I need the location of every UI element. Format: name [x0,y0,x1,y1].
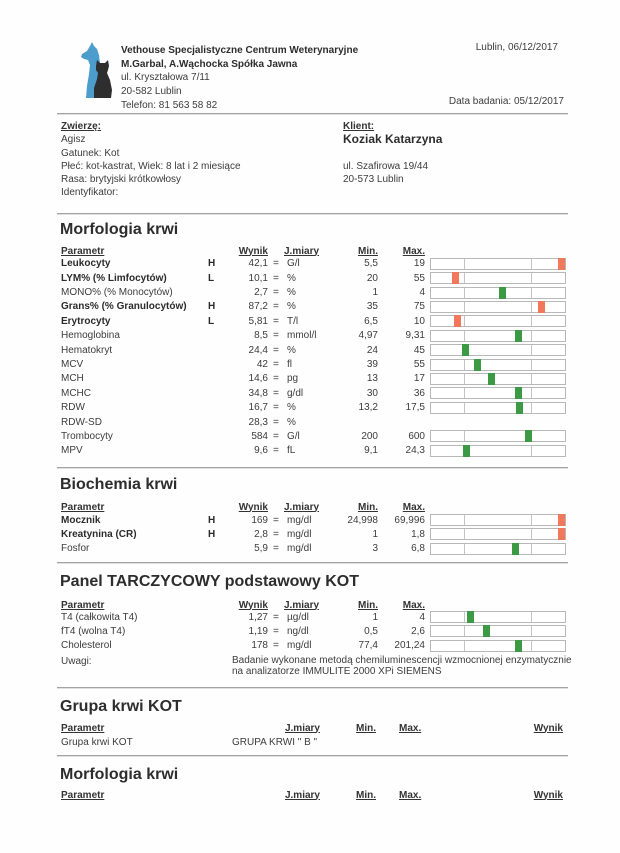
column-header-min: Min. [356,722,376,734]
column-header-unit: J.miary [284,599,320,611]
result-marker [467,611,474,623]
unit: mg/dl [287,514,312,526]
result-value: 14,6 [248,373,268,385]
remarks-label: Uwagi: [61,656,92,667]
result-value: 1,27 [248,611,268,623]
equals-sign: = [273,416,279,428]
result-value: 8,5 [254,330,268,342]
section-title-biochemistry: Biochemia krwi [60,476,178,493]
range-divider-min [464,316,465,326]
unit: % [287,287,296,299]
parameter-name: Cholesterol [61,640,112,652]
min-value: 24 [366,344,378,356]
max-value: 55 [413,272,425,284]
parameter-name: Kreatynina (CR) [61,528,137,540]
result-marker [558,514,565,526]
clinic-logo-icon [80,42,114,102]
result-value: 5,9 [254,543,268,555]
min-value: 13 [366,373,378,385]
range-divider-min [464,388,465,398]
range-divider-max [531,403,532,413]
range-divider-min [464,273,465,283]
animal-sex-age: Płeć: kot-kastrat, Wiek: 8 lat i 2 miesiące [61,160,241,172]
table-row [0,344,620,358]
result-marker [516,402,523,414]
unit: mmol/l [287,330,317,342]
result-marker [515,387,522,399]
parameter-name: Grupa krwi KOT [61,736,133,748]
range-divider-max [531,612,532,622]
divider [57,467,568,468]
range-bar [430,344,566,356]
result-marker [499,287,506,299]
min-value: 0,5 [364,625,378,637]
range-divider-max [531,544,532,554]
max-value: 4 [419,287,425,299]
parameter-name: MPV [61,445,83,457]
column-header-min: Min. [358,599,378,611]
equals-sign: = [273,625,279,637]
range-divider-min [464,374,465,384]
result-value: 42 [256,359,268,371]
equals-sign: = [273,402,279,414]
result-marker [515,640,522,652]
parameter-name: MCHC [61,387,91,399]
section-title-thyroid-panel: Panel TARCZYCOWY podstawowy KOT [60,573,359,590]
max-value: 1,8 [411,528,425,540]
animal-info [61,120,241,200]
parameter-name: Hemoglobina [61,330,120,342]
range-divider-max [531,331,532,341]
max-value: 9,31 [405,330,425,342]
biochemistry-rows [0,514,620,557]
parameter-name: Erytrocyty [61,315,111,327]
result-value: 10,1 [248,272,268,284]
table-row [0,329,620,343]
range-bar [430,402,566,414]
result-value: 5,81 [248,315,268,327]
range-bar [430,640,566,652]
divider [57,213,568,214]
equals-sign: = [273,272,279,284]
abnormal-flag: L [208,272,215,284]
range-divider-max [531,259,532,269]
client-heading: Klient: [343,121,375,132]
range-divider-min [464,360,465,370]
equals-sign: = [273,373,279,385]
max-value: 17,5 [405,402,425,414]
min-value: 6,5 [364,315,378,327]
result-marker [488,373,495,385]
range-divider-max [531,446,532,456]
result-marker [525,430,532,442]
max-value: 6,8 [411,543,425,555]
result-value: 1,19 [248,625,268,637]
range-bar [430,359,566,371]
remarks-line: Badanie wykonane metodą chemiluminescencji wzmocnionej enzymatycznie [232,655,572,666]
table-row [0,611,620,625]
unit: mg/dl [287,528,312,540]
min-value: 20 [366,272,378,284]
animal-species: Gatunek: Kot [61,147,120,159]
max-value: 55 [413,359,425,371]
unit: % [287,272,296,284]
range-bar [430,611,566,623]
table-row [0,272,620,286]
table-row [0,401,620,415]
divider [57,562,568,563]
result-marker [515,330,522,342]
animal-breed: Rasa: brytyjski krótkowłosy [61,174,182,186]
parameter-name: MCH [61,373,84,385]
max-value: 201,24 [394,640,425,652]
abnormal-flag: H [208,301,216,313]
range-divider-min [464,403,465,413]
column-header-unit: J.miary [284,722,320,734]
abnormal-flag: H [208,514,216,526]
unit: % [287,416,296,428]
table-row [0,358,620,372]
table-row [0,736,620,750]
equals-sign: = [273,387,279,399]
parameter-name: RDW [61,402,85,414]
table-row [0,387,620,401]
table-row [0,257,620,271]
clinic-city: 20-582 Lublin [121,86,182,98]
divider [57,687,568,688]
result-marker [474,359,481,371]
remarks-line: na analizatorze IMMULITE 2000 XPi SIEMENS [232,665,442,677]
animal-name: Agisz [61,134,86,146]
column-header-result: Wynik [533,722,563,734]
range-divider-min [464,259,465,269]
parameter-name: MCV [61,359,84,371]
range-bar [430,445,566,457]
thyroid-rows [0,611,620,654]
column-header-result: Wynik [238,599,268,611]
range-bar [430,430,566,442]
parameter-name: Trombocyty [61,430,113,442]
range-divider-max [531,529,532,539]
min-value: 35 [366,301,378,313]
table-row [0,300,620,314]
max-value: 19 [413,258,425,270]
result-marker [558,528,565,540]
max-value: 24,3 [405,445,425,457]
equals-sign: = [273,287,279,299]
min-value: 30 [366,387,378,399]
table-row [0,625,620,639]
range-bar [430,514,566,526]
range-divider-min [464,288,465,298]
exam-date: Data badania: 05/12/2017 [448,96,564,107]
parameter-name: RDW-SD [61,416,102,428]
equals-sign: = [273,528,279,540]
abnormal-flag: H [208,528,216,540]
column-header-max: Max. [399,789,422,801]
min-value: 39 [366,359,378,371]
column-header-parameter: Parametr [61,722,105,734]
equals-sign: = [273,430,279,442]
range-bar [430,373,566,385]
column-headers [0,245,620,258]
column-header-min: Min. [358,245,378,257]
clinic-info [121,44,358,113]
unit: % [287,344,296,356]
range-bar [430,543,566,555]
result-marker [538,301,545,313]
place-date: Lublin, 06/12/2017 [475,42,558,53]
unit: µg/dl [287,611,309,623]
result-value: 169 [251,514,268,526]
divider [57,113,568,114]
min-value: 5,5 [364,258,378,270]
table-row [0,372,620,386]
max-value: 36 [413,387,425,399]
range-bar [430,625,566,637]
column-header-max: Max. [402,245,425,257]
column-header-result: Wynik [238,245,268,257]
equals-sign: = [273,330,279,342]
range-divider-max [531,360,532,370]
result-value: 24,4 [248,344,268,356]
range-bar [430,301,566,313]
unit: G/l [287,430,300,442]
parameter-name: fT4 (wolna T4) [61,625,126,637]
result-value: 584 [251,430,268,442]
max-value: 4 [419,611,425,623]
unit: fL [287,445,296,457]
unit: fl [287,359,292,371]
equals-sign: = [273,315,279,327]
range-divider-max [531,515,532,525]
result-value: 2,8 [254,528,268,540]
column-header-parameter: Parametr [61,501,105,513]
client-info [343,120,442,186]
client-city: 20-573 Lublin [343,174,404,186]
remarks-text [232,656,572,677]
animal-identifier: Identyfikator: [61,187,119,199]
range-divider-max [531,626,532,636]
client-name: Koziak Katarzyna [343,132,443,147]
table-row [0,528,620,542]
result-value: 16,7 [248,402,268,414]
parameter-name: T4 (całkowita T4) [61,611,138,623]
clinic-name: Vethouse Specjalistyczne Centrum Weterynaryjne [121,45,359,56]
range-bar [430,330,566,342]
equals-sign: = [273,514,279,526]
column-header-unit: J.miary [284,245,320,257]
max-value: 600 [408,430,425,442]
result-value: 87,2 [248,301,268,313]
result-marker [558,258,565,270]
range-divider-min [464,641,465,651]
column-headers [0,501,620,514]
range-divider-max [531,316,532,326]
table-row [0,416,620,430]
column-headers [0,722,620,735]
column-header-max: Max. [402,501,425,513]
unit: T/l [287,315,299,327]
column-headers [0,789,620,802]
range-bar [430,272,566,284]
table-row [0,514,620,528]
range-divider-max [531,273,532,283]
clinic-phone: Telefon: 81 563 58 82 [121,99,218,111]
result-value: 28,3 [248,416,268,428]
unit: G/l [287,258,300,270]
column-header-max: Max. [402,599,425,611]
column-header-min: Min. [356,789,376,801]
range-bar [430,258,566,270]
min-value: 3 [372,543,378,555]
abnormal-flag: H [208,258,216,270]
column-header-result: Wynik [238,501,268,513]
result-value: 9,6 [254,445,268,457]
range-divider-min [464,431,465,441]
range-divider-min [464,515,465,525]
result-value: GRUPA KRWI " B " [232,736,318,748]
equals-sign: = [273,611,279,623]
equals-sign: = [273,445,279,457]
unit: mg/dl [287,543,312,555]
column-header-result: Wynik [533,789,563,801]
table-row [0,444,620,458]
range-bar [430,528,566,540]
min-value: 1 [372,611,378,623]
unit: g/dl [287,387,304,399]
table-row [0,286,620,300]
animal-heading: Zwierzę: [61,121,102,132]
parameter-name: Leukocyty [61,258,111,270]
divider [57,755,568,756]
result-marker [483,625,490,637]
range-divider-min [464,302,465,312]
range-bar [430,387,566,399]
max-value: 2,6 [411,625,425,637]
min-value: 1 [372,287,378,299]
max-value: 75 [413,301,425,313]
range-divider-max [531,641,532,651]
parameter-name: MONO% (% Monocytów) [61,287,173,299]
section-title-morphology-continued: Morfologia krwi [60,766,179,783]
range-divider-min [464,612,465,622]
unit: % [287,402,296,414]
section-title-morphology: Morfologia krwi [60,221,179,238]
range-bar [430,315,566,327]
parameter-name: LYM% (% Limfocytów) [61,272,167,284]
result-marker [512,543,519,555]
parameter-name: Grans% (% Granulocytów) [61,301,187,313]
column-header-unit: J.miary [284,789,320,801]
parameter-name: Hematokryt [61,344,113,356]
column-header-unit: J.miary [284,501,320,513]
min-value: 1 [372,528,378,540]
equals-sign: = [273,543,279,555]
equals-sign: = [273,344,279,356]
table-row [0,542,620,556]
range-divider-min [464,529,465,539]
result-marker [454,315,461,327]
unit: % [287,301,296,313]
min-value: 4,97 [358,330,378,342]
parameter-name: Mocznik [61,514,101,526]
max-value: 45 [413,344,425,356]
morphology-rows [0,257,620,458]
column-header-parameter: Parametr [61,245,105,257]
section-title-blood-group: Grupa krwi KOT [60,698,182,715]
table-row [0,315,620,329]
range-divider-min [464,331,465,341]
equals-sign: = [273,301,279,313]
range-divider-max [531,302,532,312]
column-header-parameter: Parametr [61,599,105,611]
min-value: 13,2 [358,402,378,414]
range-bar [430,287,566,299]
clinic-street: ul. Kryształowa 7/11 [121,72,210,84]
result-marker [463,445,470,457]
equals-sign: = [273,359,279,371]
result-value: 34,8 [248,387,268,399]
result-value: 178 [251,640,268,652]
min-value: 9,1 [364,445,378,457]
column-header-min: Min. [358,501,378,513]
range-divider-max [531,345,532,355]
min-value: 77,4 [358,640,378,652]
table-row [0,430,620,444]
range-divider-min [464,544,465,554]
result-value: 2,7 [254,287,268,299]
min-value: 200 [361,430,378,442]
unit: pg [287,373,299,385]
max-value: 10 [413,315,425,327]
min-value: 24,998 [347,514,378,526]
result-marker [462,344,469,356]
range-divider-max [531,388,532,398]
client-street: ul. Szafirowa 19/44 [343,160,429,172]
unit: ng/dl [287,625,309,637]
max-value: 17 [413,373,425,385]
table-row [0,639,620,653]
result-value: 42,1 [248,258,268,270]
range-divider-max [531,374,532,384]
range-divider-max [531,288,532,298]
abnormal-flag: L [208,315,215,327]
max-value: 69,996 [394,514,425,526]
equals-sign: = [273,258,279,270]
spacer [343,147,442,160]
column-header-parameter: Parametr [61,789,105,801]
clinic-company: M.Garbal, A.Wąchocka Spółka Jawna [121,58,298,70]
result-marker [452,272,459,284]
range-divider-min [464,626,465,636]
column-header-max: Max. [399,722,422,734]
unit: mg/dl [287,640,312,652]
parameter-name: Fosfor [61,543,90,555]
equals-sign: = [273,640,279,652]
